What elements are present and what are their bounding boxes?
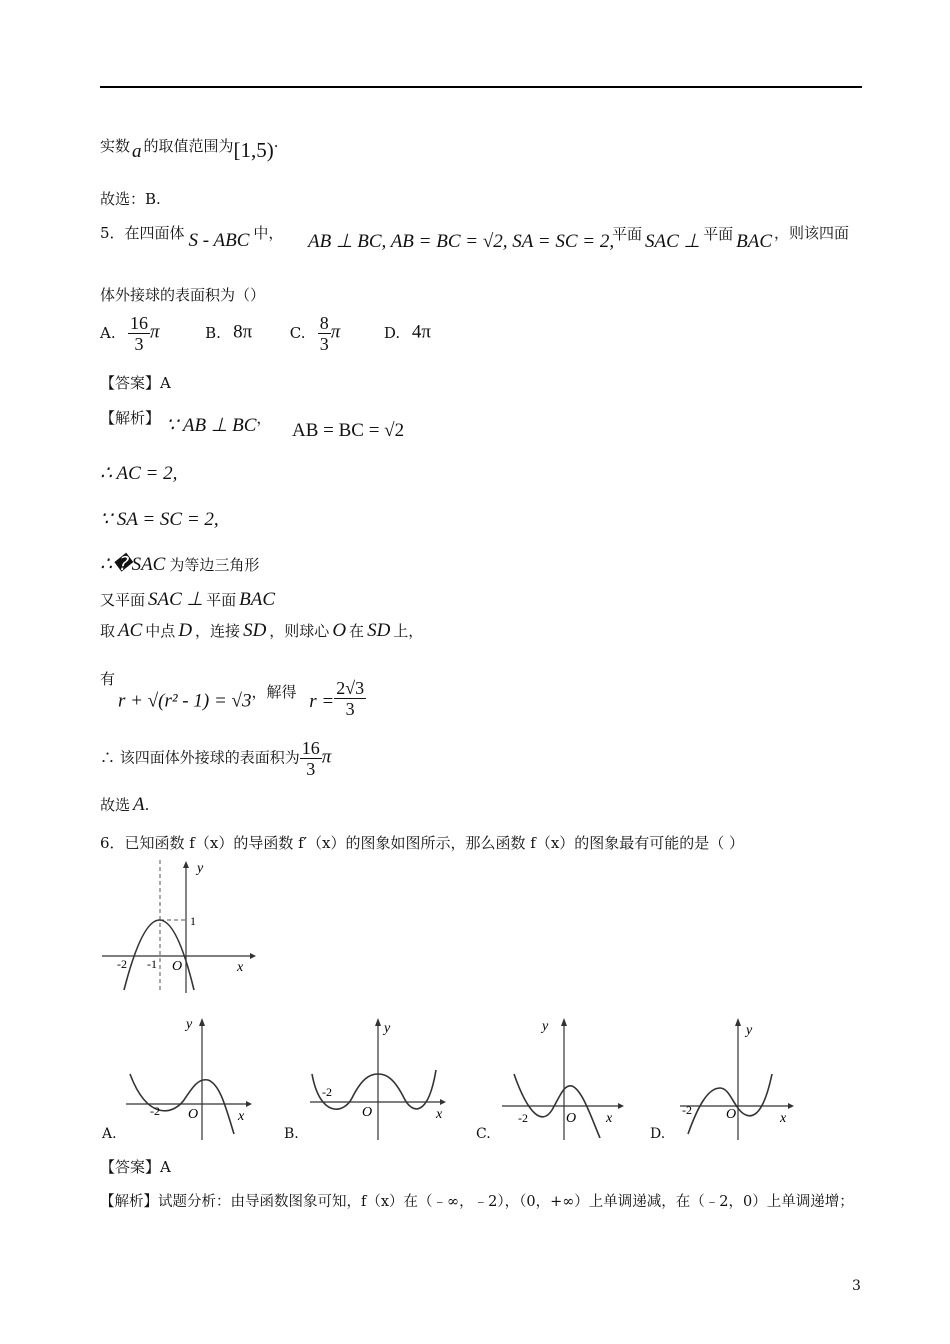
b-x-arrow bbox=[440, 1099, 446, 1105]
step6-at: 在 bbox=[349, 622, 365, 640]
a-tick-m2: -2 bbox=[150, 1104, 160, 1118]
step8-pi: π bbox=[321, 746, 332, 768]
q6-option-d: D. bbox=[650, 1126, 666, 1142]
step5 bbox=[100, 588, 275, 611]
step7-formula: r + √(r² - 1) = √3 bbox=[118, 690, 252, 712]
q6-option-b: B. bbox=[284, 1126, 299, 1142]
step7-fraction bbox=[334, 678, 366, 719]
step7-num: 2√3 bbox=[336, 678, 365, 698]
deriv-origin: O bbox=[172, 959, 183, 974]
step7-have: 有 bbox=[100, 670, 116, 688]
b-y-arrow bbox=[375, 1018, 381, 1026]
deriv-x-arrow bbox=[250, 953, 256, 959]
step9-a: A bbox=[133, 794, 145, 815]
option-c-graph bbox=[498, 1014, 638, 1142]
q5-options bbox=[100, 313, 431, 354]
step6-o: O bbox=[332, 620, 347, 641]
text-range: 的取值范围为 bbox=[143, 137, 234, 155]
step6-ac: AC bbox=[118, 620, 143, 641]
deriv-curve bbox=[124, 920, 194, 990]
step5-text2: 平面 bbox=[206, 591, 237, 609]
d-y-arrow bbox=[735, 1018, 741, 1026]
option-c-fraction bbox=[318, 313, 331, 354]
step3 bbox=[100, 508, 219, 531]
step1-equal bbox=[292, 420, 404, 442]
q5-analysis-line1 bbox=[100, 406, 272, 436]
option-d-label: D. bbox=[383, 323, 401, 342]
step6-sd: SD bbox=[243, 620, 267, 641]
deriv-x-label: x bbox=[237, 960, 244, 975]
q5-tail: ，则该四面 bbox=[774, 224, 850, 242]
step1-perp: ∵ AB ⊥ BC bbox=[166, 415, 257, 436]
header-rule bbox=[100, 86, 862, 88]
option-a-pi: π bbox=[150, 321, 160, 343]
tetrahedron-name: S - ABC bbox=[188, 230, 250, 251]
step7-solve: ，解得 bbox=[251, 682, 297, 701]
interval-1-5: [1,5) bbox=[233, 138, 274, 162]
step6-center: ，则球心 bbox=[269, 622, 330, 640]
option-c-pi: π bbox=[330, 321, 341, 343]
d-x-arrow bbox=[788, 1103, 794, 1109]
step5-bac: BAC bbox=[239, 589, 276, 610]
step4-text: 为等边三角形 bbox=[169, 556, 260, 574]
d-x-label: x bbox=[780, 1111, 787, 1126]
option-d-value: 4π bbox=[411, 321, 431, 343]
option-a-label: A. bbox=[100, 323, 116, 342]
step9-text: 故选 bbox=[100, 796, 131, 814]
a-x-arrow bbox=[246, 1101, 252, 1107]
deriv-tick-1: 1 bbox=[190, 914, 196, 928]
option-a-den: 3 bbox=[134, 334, 144, 354]
step5-sac: SAC ⊥ bbox=[148, 589, 204, 610]
step9 bbox=[100, 794, 149, 816]
a-y-label: y bbox=[186, 1017, 193, 1032]
step2-formula: ∴ AC = 2, bbox=[100, 463, 178, 484]
q5-stem-line1 bbox=[100, 222, 284, 251]
step6-sd2: SD bbox=[367, 620, 391, 641]
option-d-graph bbox=[676, 1014, 816, 1142]
c-origin: O bbox=[566, 1111, 577, 1126]
option-a-graph bbox=[122, 1014, 262, 1142]
step6-connect: ，连接 bbox=[195, 622, 241, 640]
c-tick-m2: -2 bbox=[518, 1111, 528, 1125]
option-b-graph bbox=[306, 1014, 456, 1142]
step6-on: 上， bbox=[393, 622, 424, 640]
b-y-label: y bbox=[384, 1021, 391, 1036]
a-origin: O bbox=[188, 1107, 199, 1122]
text-plane-2: 平面 bbox=[703, 225, 734, 243]
d-curve bbox=[688, 1074, 772, 1134]
step1-ab-bc: AB = BC = √2 bbox=[292, 420, 405, 441]
q6-option-c: C. bbox=[476, 1126, 491, 1142]
plane-bac: BAC bbox=[736, 231, 773, 252]
c-y-arrow bbox=[561, 1018, 567, 1026]
option-c-den: 3 bbox=[319, 334, 329, 354]
q5-plane-condition bbox=[612, 222, 773, 252]
a-y-arrow bbox=[199, 1018, 205, 1026]
deriv-y-label: y bbox=[197, 861, 204, 876]
step8 bbox=[100, 738, 331, 779]
c-x-label: x bbox=[606, 1111, 613, 1126]
option-a-fraction bbox=[128, 313, 150, 354]
choose-b-line: 故选：B. bbox=[100, 190, 161, 208]
text-shishu: 实数 bbox=[100, 137, 131, 155]
b-tick-m2: -2 bbox=[322, 1085, 332, 1099]
d-tick-m2: -2 bbox=[682, 1103, 692, 1117]
q5-conditions bbox=[308, 230, 614, 253]
range-conclusion-line bbox=[100, 132, 279, 162]
d-origin: O bbox=[726, 1107, 737, 1122]
q5-stem-line2: 体外接球的表面积为（） bbox=[100, 286, 266, 304]
q5-number: 5．在四面体 bbox=[100, 224, 185, 242]
option-b-value: 8π bbox=[233, 321, 253, 343]
q5-condition-formula: AB ⊥ BC, AB = BC = √2, SA = SC = 2, bbox=[308, 231, 615, 252]
c-y-label: y bbox=[542, 1019, 549, 1034]
q6-answer: 【答案】A bbox=[100, 1158, 171, 1176]
b-origin: O bbox=[362, 1105, 373, 1120]
step7-r: r = bbox=[309, 690, 335, 712]
step5-text1: 又平面 bbox=[100, 591, 146, 609]
page-number: 3 bbox=[852, 1278, 861, 1294]
text-zhong: 中， bbox=[253, 224, 284, 242]
b-x-label: x bbox=[436, 1107, 443, 1122]
q5-answer: 【答案】A bbox=[100, 374, 171, 392]
step8-num: 16 bbox=[301, 738, 320, 758]
deriv-tick-m1: -1 bbox=[147, 957, 157, 971]
option-c-num: 8 bbox=[319, 313, 329, 333]
q6-option-a: A. bbox=[102, 1126, 117, 1142]
d-y-label: y bbox=[746, 1023, 753, 1038]
step2 bbox=[100, 462, 177, 485]
option-c-label: C. bbox=[289, 323, 306, 342]
step7 bbox=[100, 668, 115, 689]
step1-comma: ， bbox=[256, 409, 272, 427]
step8-fraction bbox=[300, 738, 322, 779]
text-dot: · bbox=[273, 137, 279, 155]
step7-equation bbox=[118, 678, 366, 723]
var-a: a bbox=[132, 141, 142, 162]
deriv-y-arrow bbox=[183, 861, 189, 868]
deriv-tick-m2: -2 bbox=[117, 957, 127, 971]
c-x-arrow bbox=[618, 1103, 624, 1109]
step6-midpoint: 中点 bbox=[145, 622, 176, 640]
q6-stem: 6．已知函数 f（x）的导函数 f′（x）的图象如图所示，那么函数 f（x）的图象最有可能的是（ ） bbox=[100, 834, 745, 852]
step9-dot: . bbox=[144, 796, 150, 814]
step4 bbox=[100, 553, 259, 576]
plane-sac: SAC ⊥ bbox=[645, 231, 701, 252]
step6 bbox=[100, 620, 423, 642]
analysis-label: 【解析】 bbox=[100, 409, 161, 427]
step8-text: ∴ 该四面体外接球的表面积为 bbox=[100, 748, 300, 767]
step6-d: D bbox=[178, 620, 193, 641]
a-x-label: x bbox=[238, 1109, 245, 1124]
step6-take: 取 bbox=[100, 622, 116, 640]
step4-triangle: ∴�SAC bbox=[100, 554, 166, 575]
derivative-graph bbox=[100, 858, 260, 998]
q6-analysis: 【解析】试题分析：由导函数图象可知，f（x）在（﹣∞，﹣2），（0，+∞）上单调递减，在（﹣2，0）上单调递增； bbox=[100, 1194, 854, 1210]
step7-den: 3 bbox=[345, 699, 355, 719]
option-a-num: 16 bbox=[130, 313, 148, 333]
step3-formula: ∵ SA = SC = 2, bbox=[100, 509, 219, 530]
step8-den: 3 bbox=[306, 759, 316, 779]
text-plane-1: 平面 bbox=[612, 225, 643, 243]
option-b-label: B. bbox=[205, 323, 221, 342]
